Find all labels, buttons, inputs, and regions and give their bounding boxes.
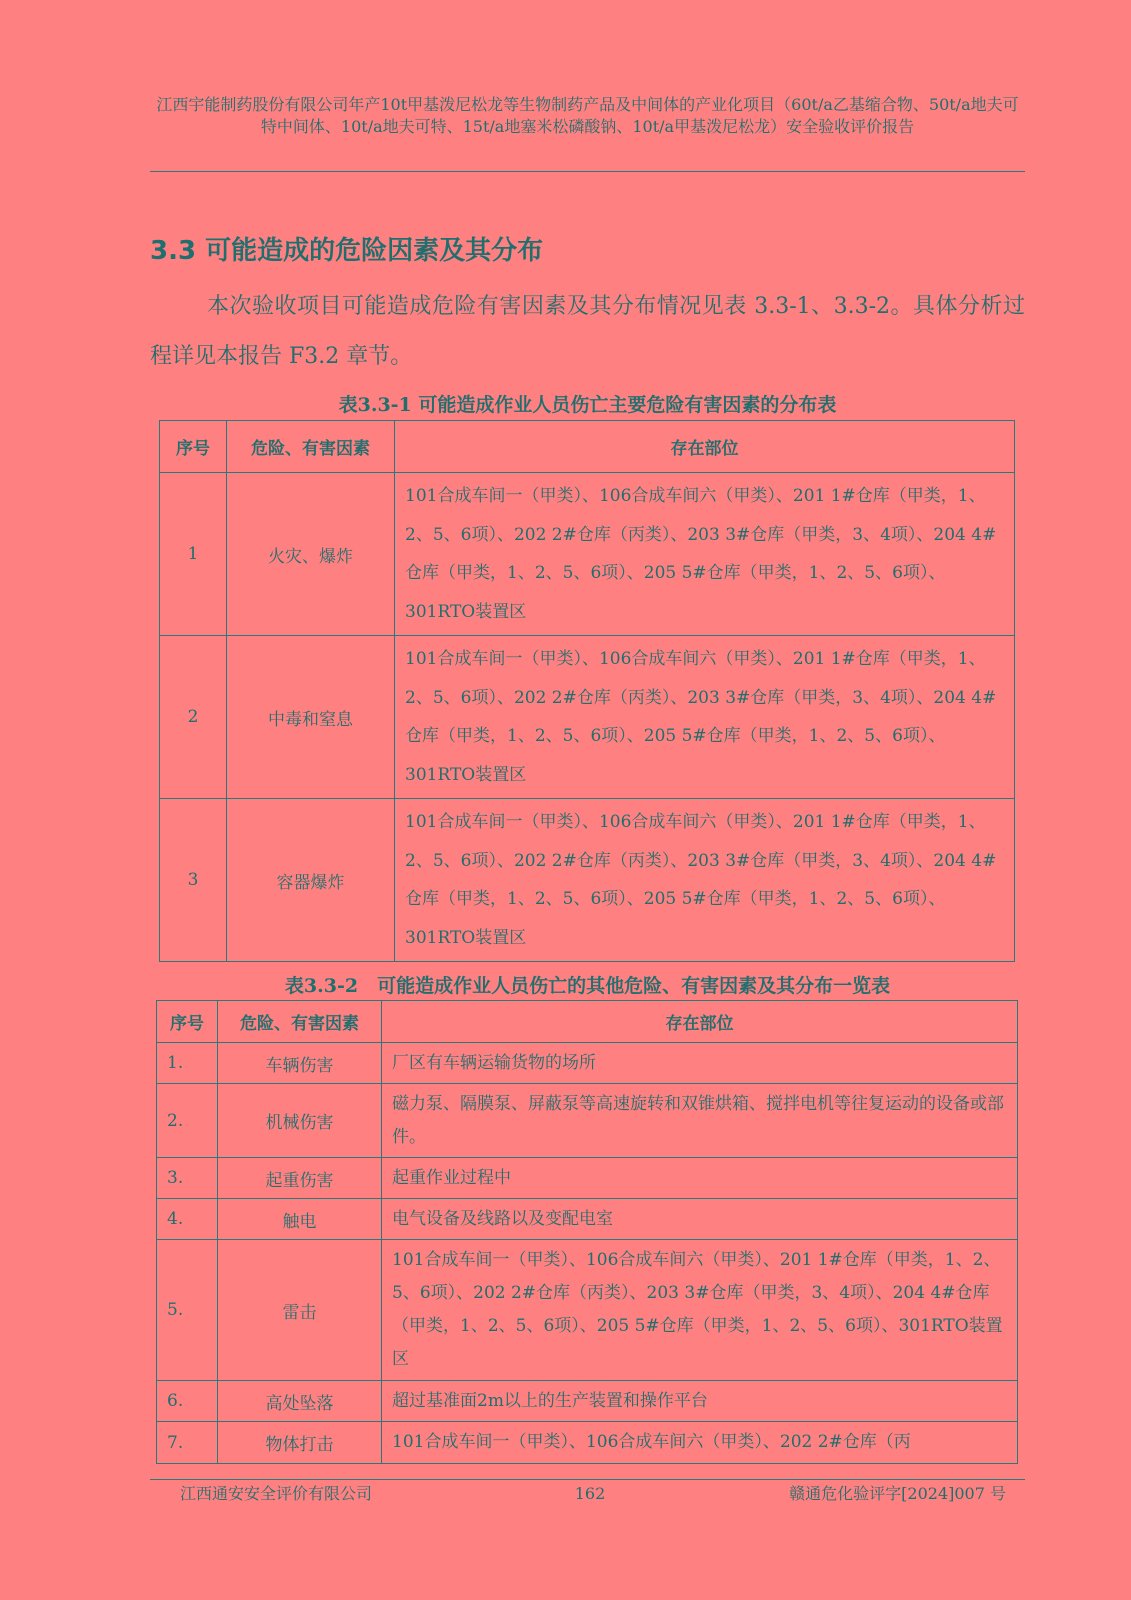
hazard-factor: 高处坠落 xyxy=(218,1381,382,1422)
page-number: 162 xyxy=(574,1484,606,1503)
table-row xyxy=(157,1381,1018,1422)
table2-header-no: 序号 xyxy=(157,1001,218,1043)
table1-header-factor: 危险、有害因素 xyxy=(227,421,395,473)
section-paragraph: 本次验收项目可能造成危险有害因素及其分布情况见表 3.3-1、3.3-2。具体分析过程详见本报告 F3.2 章节。 xyxy=(150,294,1025,369)
table2-header-factor: 危险、有害因素 xyxy=(218,1001,382,1043)
row-number: 7. xyxy=(157,1422,218,1464)
row-number: 1. xyxy=(157,1043,218,1084)
row-number: 2. xyxy=(157,1084,218,1158)
hazard-factor: 触电 xyxy=(218,1199,382,1240)
table2-header-location: 存在部位 xyxy=(382,1001,1018,1043)
hazard-location: 超过基准面2m以上的生产装置和操作平台 xyxy=(382,1381,1018,1422)
hazard-location: 101合成车间一（甲类）、106合成车间六（甲类）、201 1#仓库（甲类，1、2、5、6项）、202 2#仓库（丙类）、203 3#仓库（甲类，3、4项）、204 4#仓库（甲类，1、2、5、6项）、205 5#仓库（甲类，1、2、5、6项）、301RTO装置区 xyxy=(395,799,1015,962)
hazard-location: 101合成车间一（甲类）、106合成车间六（甲类）、201 1#仓库（甲类，1、2、5、6项）、202 2#仓库（丙类）、203 3#仓库（甲类，3、4项）、204 4#仓库（甲类，1、2、5、6项）、205 5#仓库（甲类，1、2、5、6项）、301RTO装置区 xyxy=(395,473,1015,636)
section-title: 3.3 可能造成的危险因素及其分布 xyxy=(150,236,544,266)
footer-divider xyxy=(150,1479,1025,1480)
hazard-factor: 起重伤害 xyxy=(218,1158,382,1199)
hazard-factor: 中毒和窒息 xyxy=(227,636,395,799)
running-header: 江西宇能制药股份有限公司年产10t甲基泼尼松龙等生物制药产品及中间体的产业化项目（60t/a乙基缩合物、50t/a地夫可特中间体、10t/a地夫可特、15t/a地塞米松磷酸钠、10t/a甲基泼尼松龙）安全验收评价报告 xyxy=(156,95,1019,136)
hazard-location: 电气设备及线路以及变配电室 xyxy=(382,1199,1018,1240)
table-row xyxy=(160,473,1015,636)
hazard-factor: 车辆伤害 xyxy=(218,1043,382,1084)
row-number: 5. xyxy=(157,1240,218,1381)
row-number: 3. xyxy=(157,1158,218,1199)
table-row xyxy=(157,1422,1018,1464)
table2-header-row xyxy=(157,1001,1018,1043)
header-divider xyxy=(150,171,1025,172)
hazard-location: 起重作业过程中 xyxy=(382,1158,1018,1199)
hazard-factor: 容器爆炸 xyxy=(227,799,395,962)
row-number: 1 xyxy=(160,473,227,636)
table-row xyxy=(157,1084,1018,1158)
hazard-factor: 雷击 xyxy=(218,1240,382,1381)
hazard-location: 101合成车间一（甲类）、106合成车间六（甲类）、201 1#仓库（甲类，1、2、5、6项）、202 2#仓库（丙类）、203 3#仓库（甲类，3、4项）、204 4#仓库（甲类，1、2、5、6项）、205 5#仓库（甲类，1、2、5、6项）、301RTO装置区 xyxy=(395,636,1015,799)
row-number: 2 xyxy=(160,636,227,799)
hazard-table-main xyxy=(159,420,1015,962)
hazard-table-other xyxy=(156,1000,1018,1464)
table2-caption: 表3.3-2 可能造成作业人员伤亡的其他危险、有害因素及其分布一览表 xyxy=(284,975,891,997)
table-row xyxy=(157,1240,1018,1381)
table-row xyxy=(160,636,1015,799)
table-row xyxy=(160,799,1015,962)
table-row xyxy=(157,1158,1018,1199)
row-number: 3 xyxy=(160,799,227,962)
table1-header-location: 存在部位 xyxy=(395,421,1015,473)
hazard-location: 磁力泵、隔膜泵、屏蔽泵等高速旋转和双锥烘箱、搅拌电机等往复运动的设备或部件。 xyxy=(382,1084,1018,1158)
row-number: 6. xyxy=(157,1381,218,1422)
hazard-factor: 机械伤害 xyxy=(218,1084,382,1158)
row-number: 4. xyxy=(157,1199,218,1240)
hazard-location: 101合成车间一（甲类）、106合成车间六（甲类）、201 1#仓库（甲类，1、2、5、6项）、202 2#仓库（丙类）、203 3#仓库（甲类，3、4项）、204 4#仓库（甲类，1、2、5、6项）、205 5#仓库（甲类，1、2、5、6项）、301RTO装置区 xyxy=(382,1240,1018,1381)
hazard-location: 101合成车间一（甲类）、106合成车间六（甲类）、202 2#仓库（丙 xyxy=(382,1422,1018,1464)
footer-doc-number: 赣通危化验评字[2024]007 号 xyxy=(789,1484,1006,1503)
footer-company: 江西通安安全评价有限公司 xyxy=(180,1484,373,1503)
hazard-factor: 物体打击 xyxy=(218,1422,382,1464)
table1-header-no: 序号 xyxy=(160,421,227,473)
table-row xyxy=(157,1199,1018,1240)
hazard-factor: 火灾、爆炸 xyxy=(227,473,395,636)
table1-header-row xyxy=(160,421,1015,473)
hazard-location: 厂区有车辆运输货物的场所 xyxy=(382,1043,1018,1084)
table1-caption: 表3.3-1 可能造成作业人员伤亡主要危险有害因素的分布表 xyxy=(338,394,837,416)
table-row xyxy=(157,1043,1018,1084)
